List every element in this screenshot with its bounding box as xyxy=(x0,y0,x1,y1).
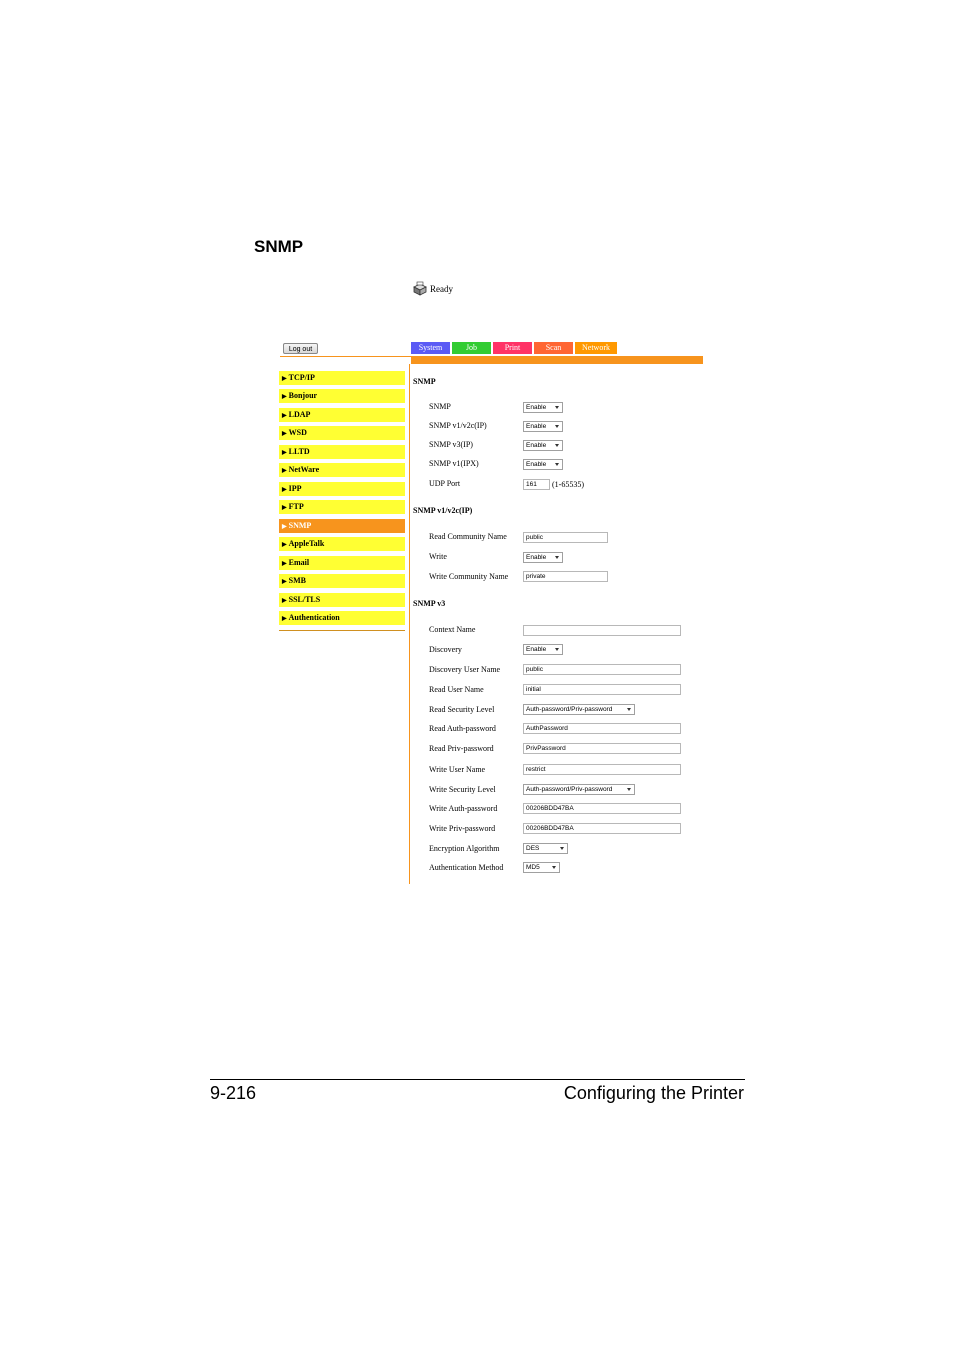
section-heading: SNMP xyxy=(254,237,304,256)
arrow-right-icon: ▶ xyxy=(282,561,287,567)
write-select[interactable]: Enable xyxy=(523,552,563,563)
chevron-down-icon xyxy=(555,648,559,651)
context-name-label: Context Name xyxy=(429,625,476,634)
write-label: Write xyxy=(429,552,447,561)
auth-method-label: Authentication Method xyxy=(429,863,504,872)
content-divider xyxy=(409,364,410,884)
sidebar-item-wsd[interactable]: ▶ WSD xyxy=(279,426,405,440)
arrow-right-icon: ▶ xyxy=(282,579,287,585)
page-footer-title: Configuring the Printer xyxy=(563,1083,744,1103)
chevron-down-icon xyxy=(560,847,564,850)
arrow-right-icon: ▶ xyxy=(282,598,287,604)
write-security-select[interactable]: Auth-password/Priv-password xyxy=(523,784,635,795)
tab-print[interactable]: Print xyxy=(493,342,532,354)
read-user-label: Read User Name xyxy=(429,685,484,694)
header-bar xyxy=(411,357,703,364)
write-auth-input[interactable]: 00206BDD47BA xyxy=(523,803,681,814)
write-user-input[interactable]: restrict xyxy=(523,764,681,775)
top-tabs xyxy=(411,342,617,354)
chevron-down-icon xyxy=(552,866,556,869)
section-title-snmp: SNMP xyxy=(413,377,436,386)
udp-port-label: UDP Port xyxy=(429,479,461,488)
discovery-user-input[interactable]: public xyxy=(523,664,681,675)
tab-job[interactable]: Job xyxy=(452,342,491,354)
write-priv-input[interactable]: 00206BDD47BA xyxy=(523,823,681,834)
snmp-v1v2c-select[interactable]: Enable xyxy=(523,421,563,432)
arrow-right-icon: ▶ xyxy=(282,524,287,530)
chevron-down-icon xyxy=(627,788,631,791)
arrow-right-icon: ▶ xyxy=(282,542,287,548)
arrow-right-icon: ▶ xyxy=(282,505,287,511)
arrow-right-icon: ▶ xyxy=(282,468,287,474)
arrow-right-icon: ▶ xyxy=(282,450,287,456)
write-user-label: Write User Name xyxy=(429,765,486,774)
write-auth-label: Write Auth-password xyxy=(429,804,498,813)
discovery-label: Discovery xyxy=(429,645,462,654)
footer-rule xyxy=(210,1079,745,1080)
printer-status xyxy=(412,281,453,297)
encryption-label: Encryption Algorithm xyxy=(429,844,500,853)
chevron-down-icon xyxy=(555,406,559,409)
page-number: 9-216 xyxy=(210,1083,257,1103)
discovery-select[interactable]: Enable xyxy=(523,644,563,655)
sidebar-divider xyxy=(279,630,405,631)
write-security-label: Write Security Level xyxy=(429,785,496,794)
arrow-right-icon: ▶ xyxy=(282,431,287,437)
arrow-right-icon: ▶ xyxy=(282,413,287,419)
chevron-down-icon xyxy=(627,708,631,711)
section-title-v1v2c: SNMP v1/v2c(IP) xyxy=(413,506,473,515)
sidebar-item-bonjour[interactable]: ▶ Bonjour xyxy=(279,389,405,403)
udp-port-input[interactable]: 161 xyxy=(523,479,550,490)
sidebar-item-tcpip[interactable]: ▶ TCP/IP xyxy=(279,371,405,385)
read-security-label: Read Security Level xyxy=(429,705,495,714)
tab-scan[interactable]: Scan xyxy=(534,342,573,354)
tab-network[interactable]: Network xyxy=(575,342,617,354)
snmp-label: SNMP xyxy=(429,402,451,411)
read-user-input[interactable]: initial xyxy=(523,684,681,695)
sidebar-item-netware[interactable]: ▶ NetWare xyxy=(279,463,405,477)
sidebar-item-appletalk[interactable]: ▶ AppleTalk xyxy=(279,537,405,551)
printer-icon xyxy=(412,281,428,297)
udp-port-range: (1-65535) xyxy=(552,480,584,489)
read-auth-label: Read Auth-password xyxy=(429,724,496,733)
auth-method-select[interactable]: MD5 xyxy=(523,862,560,873)
snmp-v1v2c-label: SNMP v1/v2c(IP) xyxy=(429,421,487,430)
snmp-v1ipx-label: SNMP v1(IPX) xyxy=(429,459,479,468)
arrow-right-icon: ▶ xyxy=(282,394,287,400)
arrow-right-icon: ▶ xyxy=(282,487,287,493)
read-community-label: Read Community Name xyxy=(429,532,507,541)
chevron-down-icon xyxy=(555,444,559,447)
sidebar-item-lltd[interactable]: ▶ LLTD xyxy=(279,445,405,459)
arrow-right-icon: ▶ xyxy=(282,616,287,622)
sidebar-item-ssltls[interactable]: ▶ SSL/TLS xyxy=(279,593,405,607)
sidebar-item-smb[interactable]: ▶ SMB xyxy=(279,574,405,588)
arrow-right-icon: ▶ xyxy=(282,376,287,382)
section-title-v3: SNMP v3 xyxy=(413,599,446,608)
sidebar-item-ldap[interactable]: ▶ LDAP xyxy=(279,408,405,422)
sidebar-item-email[interactable]: ▶ Email xyxy=(279,556,405,570)
sidebar-item-ipp[interactable]: ▶ IPP xyxy=(279,482,405,496)
read-auth-input[interactable]: AuthPassword xyxy=(523,723,681,734)
tab-system[interactable]: System xyxy=(411,342,450,354)
logout-button[interactable]: Log out xyxy=(283,343,318,354)
snmp-v3-label: SNMP v3(IP) xyxy=(429,440,473,449)
snmp-select[interactable]: Enable xyxy=(523,402,563,413)
write-community-label: Write Community Name xyxy=(429,572,509,581)
snmp-v1ipx-select[interactable]: Enable xyxy=(523,459,563,470)
context-name-input[interactable] xyxy=(523,625,681,636)
sidebar-item-authentication[interactable]: ▶ Authentication xyxy=(279,611,405,625)
read-priv-input[interactable]: PrivPassword xyxy=(523,743,681,754)
write-priv-label: Write Priv-password xyxy=(429,824,496,833)
read-community-input[interactable]: public xyxy=(523,532,608,543)
snmp-v3-select[interactable]: Enable xyxy=(523,440,563,451)
read-security-select[interactable]: Auth-password/Priv-password xyxy=(523,704,635,715)
sidebar-item-ftp[interactable]: ▶ FTP xyxy=(279,500,405,514)
discovery-user-label: Discovery User Name xyxy=(429,665,501,674)
status-text: Ready xyxy=(430,284,453,294)
sidebar-item-snmp[interactable]: ▶ SNMP xyxy=(279,519,405,533)
encryption-select[interactable]: DES xyxy=(523,843,568,854)
chevron-down-icon xyxy=(555,463,559,466)
chevron-down-icon xyxy=(555,556,559,559)
chevron-down-icon xyxy=(555,425,559,428)
write-community-input[interactable]: private xyxy=(523,571,608,582)
read-priv-label: Read Priv-password xyxy=(429,744,494,753)
